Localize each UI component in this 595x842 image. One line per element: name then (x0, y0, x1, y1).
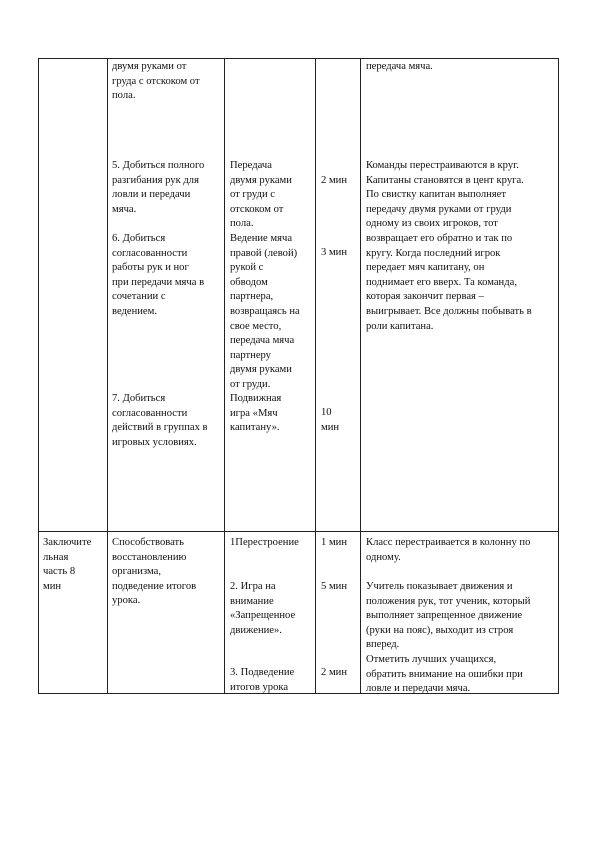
row1-task-5: 5. Добиться полного разгибания рук для ловли и передачи мяча. (112, 160, 205, 215)
row1-time-1: 2 мин (321, 175, 347, 186)
table-col-divider-3 (315, 58, 316, 694)
row1-notes-1: передача мяча. (366, 61, 433, 72)
row2-notes-1: Класс перестраивается в колонну по одному. (366, 537, 531, 563)
row1-notes-2: Команды перестраиваются в круг. Капитаны становятся в цент круга. По свистку капитан выполняет передачу двумя руками от груди одному из своих игроков, тот возвращает его обратно и так по кругу. Когда последний игрок передает мяч капитану, он поднимает его вверх. Та команда, которая закончит первая – выигрывает. Все должны побывать в роли капитана. (366, 160, 532, 332)
table-col-divider-1 (107, 58, 108, 694)
table-left-border (38, 58, 39, 694)
table-col-divider-2 (224, 58, 225, 694)
table-col-divider-4 (360, 58, 361, 694)
row1-task-6: 6. Добиться согласованности работы рук и ног при передачи мяча в сочетании с ведением. (112, 233, 205, 317)
row2-time-1: 1 мин (321, 537, 347, 548)
row2-content-1: 1Перестроение (230, 537, 299, 548)
row2-section-cell: Заключите льная часть 8 мин (43, 537, 92, 592)
row2-time-3: 2 мин (321, 667, 347, 678)
row2-content-2: 2. Игра на внимание «Запрещенное движение». (230, 581, 296, 636)
row1-task-7: 7. Добиться согласованности действий в группах в игровых условиях. (112, 393, 208, 448)
table-right-border (558, 58, 559, 694)
table-row-divider (38, 531, 559, 532)
row1-time-3: 10 мин (321, 407, 340, 433)
table-top-border (38, 58, 559, 59)
row2-time-2: 5 мин (321, 581, 347, 592)
row1-content-dribble: Ведение мяча правой (левой) рукой с обводом партнера, возвращаясь на свое место, передача мяча партнеру двумя руками от груди. (230, 233, 300, 390)
row1-content-game: Подвижная игра «Мяч капитану». (230, 393, 282, 434)
row1-task-1: двумя руками от груда с отскоком от пола. (112, 61, 200, 102)
row2-task-cell: Способствовать восстановлению организма, подведение итогов урока. (112, 537, 197, 607)
row2-content-3: 3. Подведение итогов урока (230, 667, 295, 693)
row1-time-2: 3 мин (321, 247, 347, 258)
row1-content-pass: Передача двумя руками от груди с отскоком от пола. (230, 160, 292, 230)
row2-notes-2: Учитель показывает движения и положения рук, тот ученик, который выполняет запрещенное движение (руки на пояс), выходит из строя вперед. Отметить лучших учащихся, обратить внимание на ошибки при ловле и передачи мяча. (366, 581, 531, 695)
